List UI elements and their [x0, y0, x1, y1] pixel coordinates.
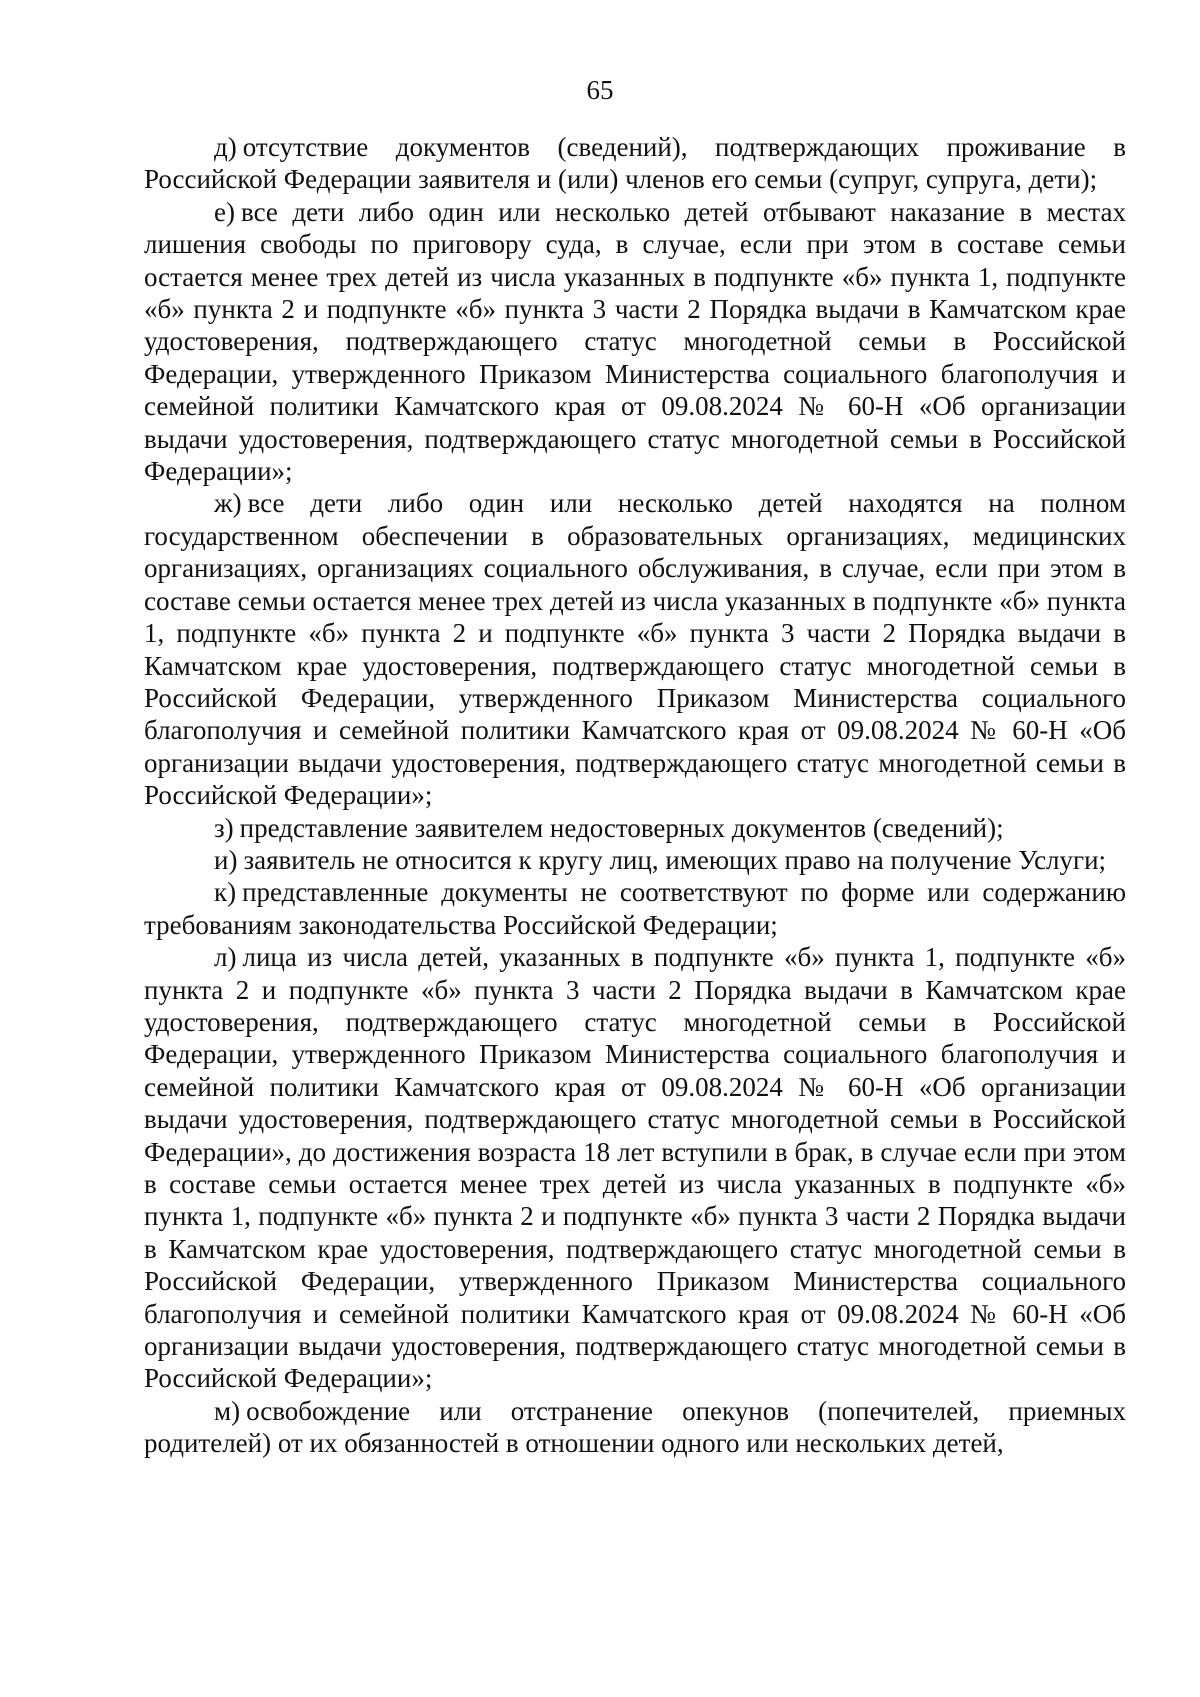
item-marker: и)	[214, 844, 238, 875]
list-item	[144, 196, 1126, 488]
item-text: заявитель не относится к кругу лиц, имеющих право на получение Услуги;	[243, 844, 1107, 875]
item-text: лица из числа детей, указанных в подпункте «б» пункта 1, подпункте «б» пункта 2 и подпункте «б» пункта 3 части 2 Порядка выдачи в Камчатском крае удостоверения, подтверждающего статус многодетной семьи в Российской Федерации, утвержденного Приказом Министерства социального благополучия и семейной политики Камчатского края от 09.08.2024 № 60-Н «Об организации выдачи удостоверения, подтверждающего статус многодетной семьи в Российской Федерации», до достижения возраста 18 лет вступили в брак, в случае если при этом в составе семьи остается менее трех детей из числа указанных в подпункте «б» пункта 1, подпункте «б» пункта 2 и подпункте «б» пункта 3 части 2 Порядка выдачи в Камчатском крае удостоверения, подтверждающего статус многодетной семьи в Российской Федерации, утвержденного Приказом Министерства социального благополучия и семейной политики Камчатского края от 09.08.2024 № 60-Н «Об организации выдачи удостоверения, подтверждающего статус многодетной семьи в Российской Федерации»;	[144, 942, 1126, 1394]
item-text: все дети либо один или несколько детей находятся на полном государственном обеспечении в образовательных организациях, медицинских организациях, организациях социального обслуживания, в случае, если при этом в составе семьи остается менее трех детей из числа указанных в подпункте «б» пункта 1, подпункте «б» пункта 2 и подпункте «б» пункта 3 части 2 Порядка выдачи в Камчатском крае удостоверения, подтверждающего статус многодетной семьи в Российской Федерации, утвержденного Приказом Министерства социального благополучия и семейной политики Камчатского края от 09.08.2024 № 60-Н «Об организации выдачи удостоверения, подтверждающего статус многодетной семьи в Российской Федерации»;	[144, 488, 1126, 811]
document-body	[144, 131, 1126, 1460]
list-item	[144, 876, 1126, 941]
item-marker: к)	[214, 877, 237, 908]
list-item	[144, 812, 1126, 844]
item-text: освобождение или отстранение опекунов (попечителей, приемных родителей) от их обязанностей в отношении одного или нескольких детей,	[144, 1395, 1126, 1459]
item-text: представленные документы не соответствуют по форме или содержанию требованиям законодательства Российской Федерации;	[144, 877, 1126, 940]
item-marker: м)	[214, 1395, 241, 1426]
item-marker: е)	[214, 196, 235, 227]
item-marker: з)	[214, 812, 234, 843]
item-text: представление заявителем недостоверных документов (сведений);	[239, 812, 1004, 843]
item-text: отсутствие документов (сведений), подтверждающих проживание в Российской Федерации заявителя и (или) членов его семьи (супруг, супруга, дети);	[144, 132, 1126, 195]
list-item	[144, 941, 1126, 1395]
item-marker: ж)	[214, 488, 242, 519]
item-text: все дети либо один или несколько детей отбывают наказание в местах лишения свободы по приговору суда, в случае, если при этом в составе семьи остается менее трех детей из числа указанных в подпункте «б» пункта 1, подпункте «б» пункта 2 и подпункте «б» пункта 3 части 2 Порядка выдачи в Камчатском крае удостоверения, подтверждающего статус многодетной семьи в Российской Федерации, утвержденного Приказом Министерства социального благополучия и семейной политики Камчатского края от 09.08.2024 № 60-Н «Об организации выдачи удостоверения, подтверждающего статус многодетной семьи в Российской Федерации»;	[144, 196, 1126, 487]
page-number: 65	[586, 75, 614, 105]
list-item	[144, 1395, 1126, 1460]
list-item	[144, 487, 1126, 811]
item-marker: д)	[214, 132, 237, 162]
list-item	[144, 844, 1126, 876]
list-item	[144, 131, 1126, 196]
item-marker: л)	[214, 942, 237, 973]
